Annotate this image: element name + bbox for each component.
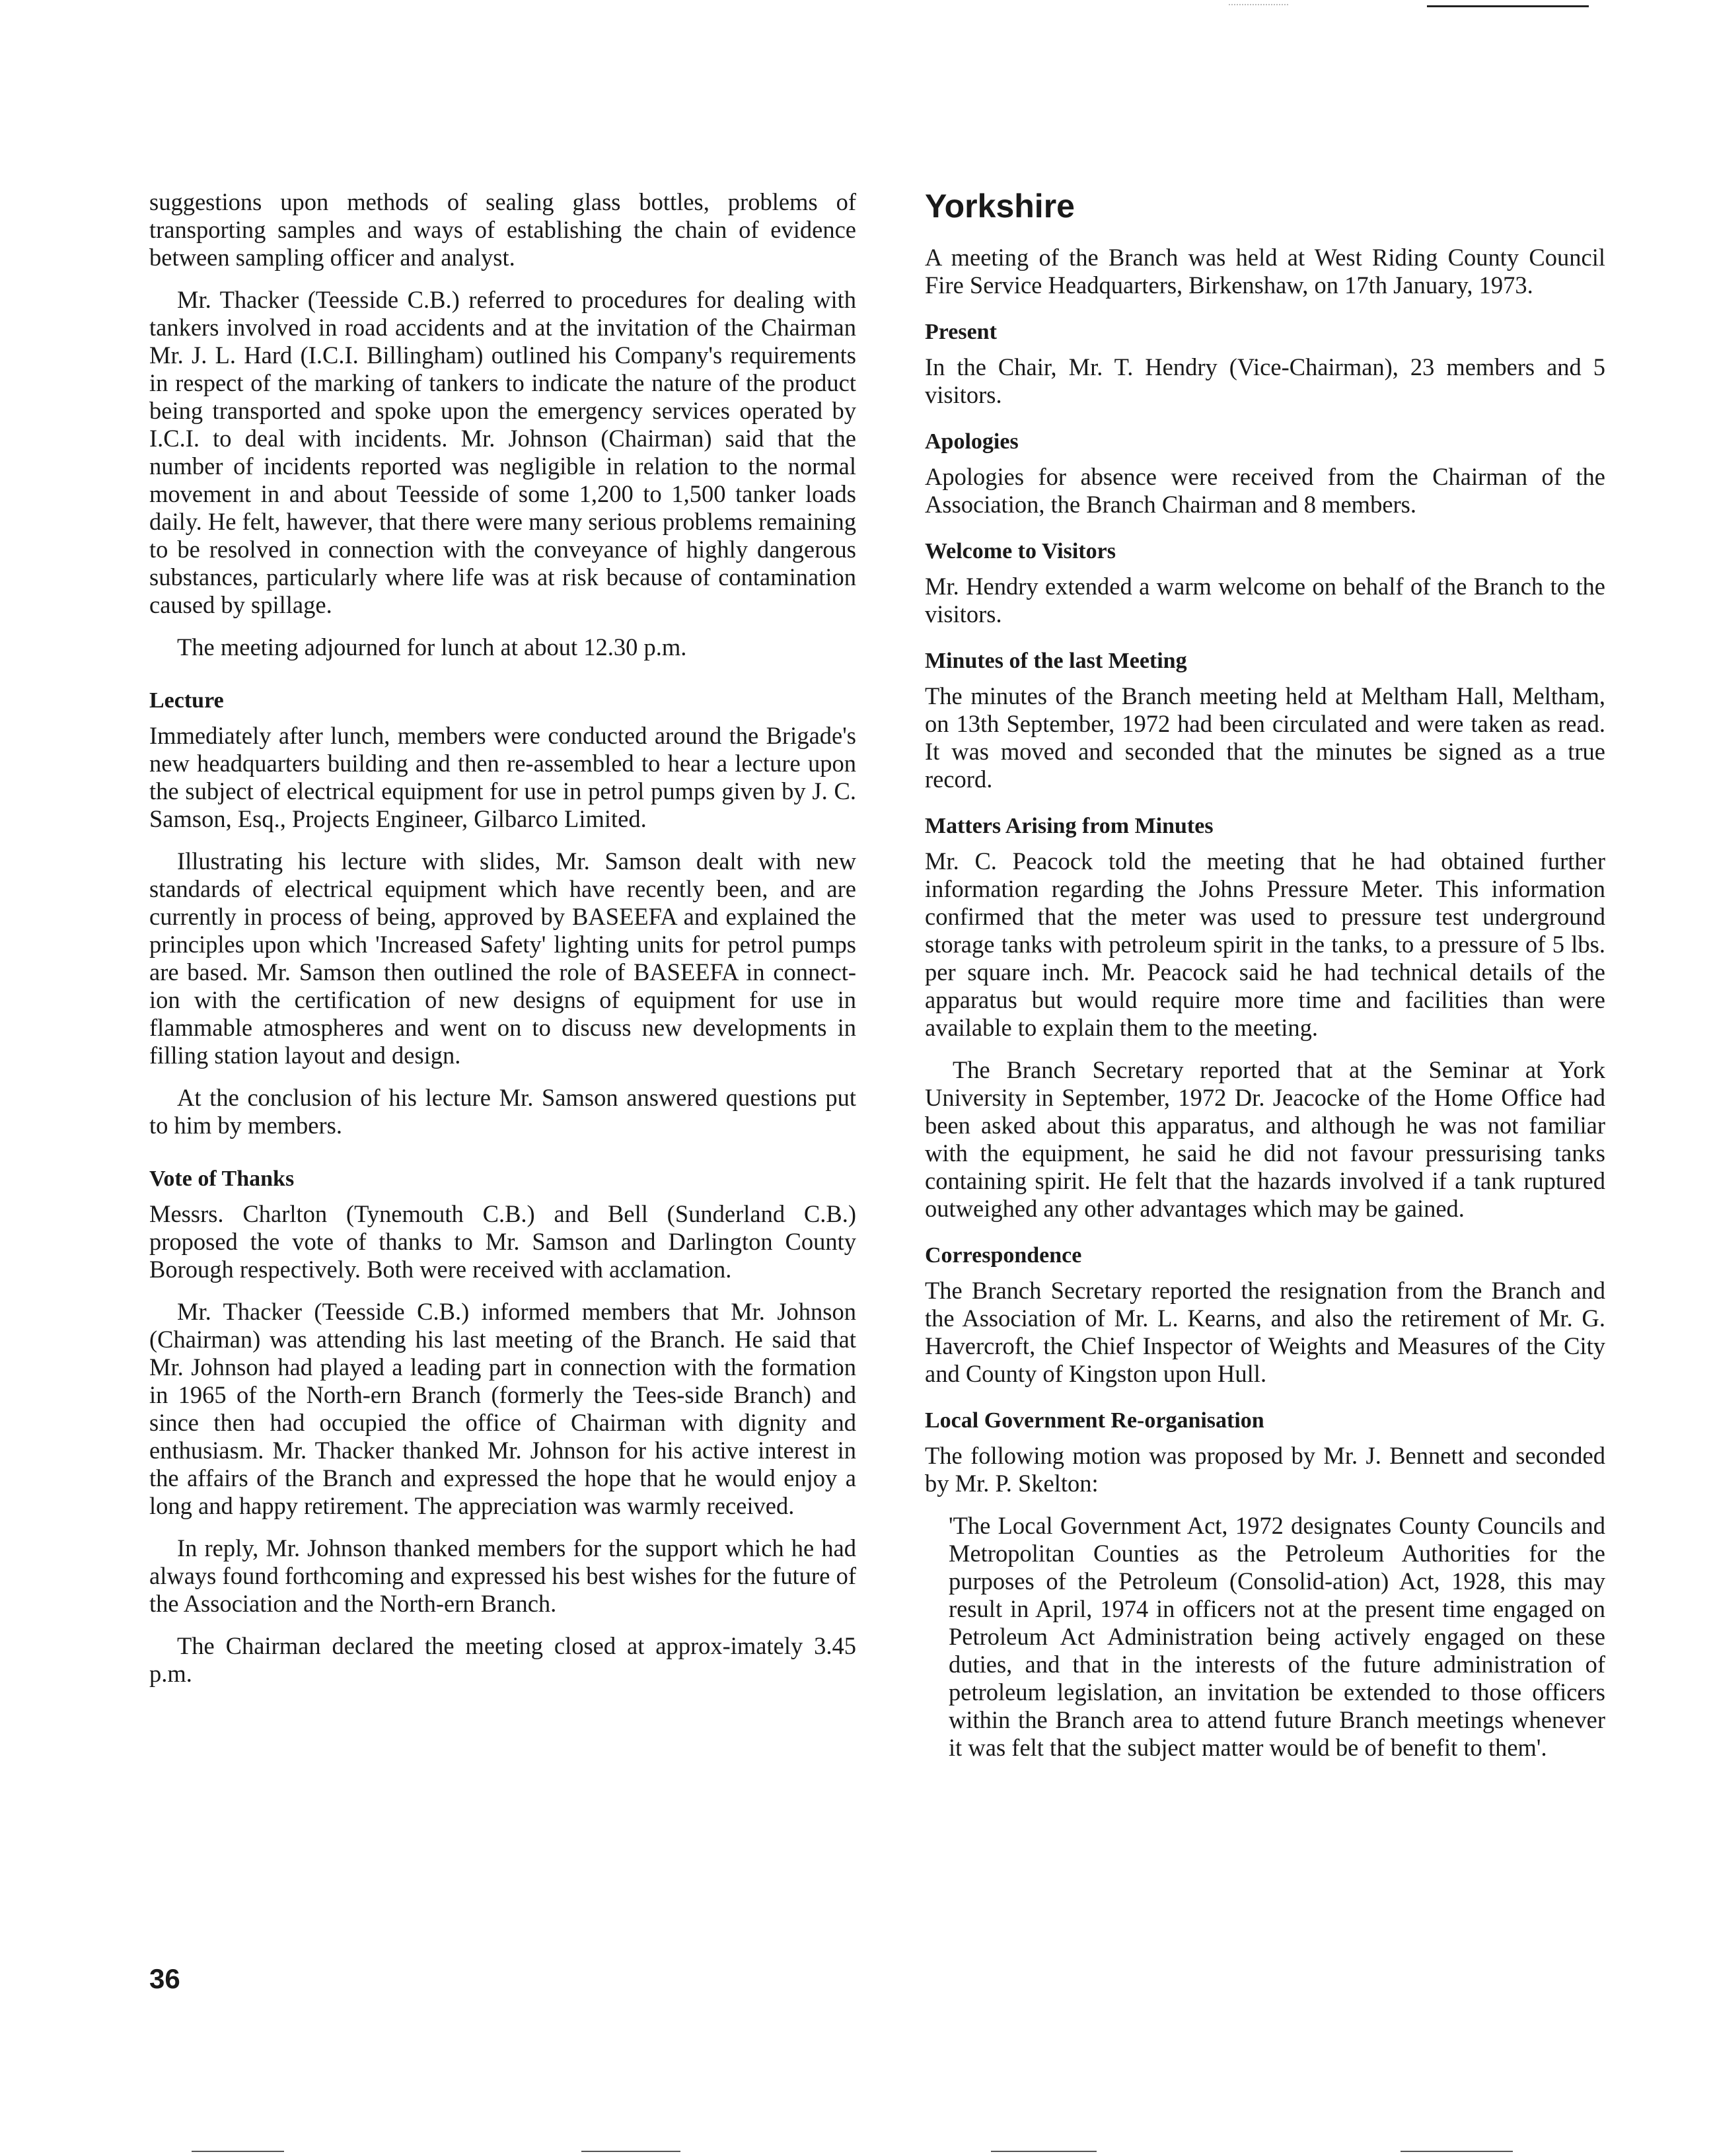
motion-intro-paragraph: The following motion was proposed by Mr. J. Bennett and seconded by Mr. P. Skelton:	[925, 1442, 1605, 1497]
yorkshire-intro-paragraph: A meeting of the Branch was held at West Riding County Council Fire Service Headquarters, Birkenshaw, on 17th January, 1973.	[925, 244, 1605, 299]
lecture-paragraph-3: At the conclusion of his lecture Mr. Samson answered questions put to him by members.	[149, 1084, 856, 1139]
bottom-rule-2	[581, 2151, 680, 2152]
lecture-heading: Lecture	[149, 688, 224, 713]
thanks-paragraph-2: Mr. Thacker (Teesside C.B.) informed members that Mr. Johnson (Chairman) was attending his last meeting of the Branch. He said that Mr. Johnson had played a leading part in connection with the formation in 1965 of the North-ern Branch (formerly the Tees-side Branch) and since then had occupied the office of Chairman with dignity and enthusiasm. Mr. Thacker thanked Mr. Johnson for his active interest in the affairs of the Branch and expressed the hope that he would enjoy a long and happy retirement. The appreciation was warmly received.	[149, 1298, 856, 1519]
matters-paragraph-2: The Branch Secretary reported that at the Seminar at York University in September, 1972 Dr. Jeacocke of the Home Office had been asked about this apparatus, and although he was not familiar with the equipment, he said he did not favour pressurising tanks containing spirit. He felt that the hazards involved if a tank ruptured outweighed any other advantages which may be gained.	[925, 1056, 1605, 1222]
local-government-heading: Local Government Re-organisation	[925, 1408, 1264, 1433]
left-intro-paragraph: suggestions upon methods of sealing glass bottles, problems of transporting samples and ways of establishing the chain of evidence between sampling officer and analyst.	[149, 188, 856, 271]
bottom-rule-3	[991, 2151, 1097, 2152]
motion-quote-paragraph: 'The Local Government Act, 1972 designates County Councils and Metropolitan Counties as the Petroleum Authorities for the purposes of the Petroleum (Consolid-ation) Act, 1928, this may result in April, 1974 in officers not at the present time engaged on Petroleum Act Administration being actively engaged on these duties, and that in the interests of the future administration of petroleum legislation, an invitation be extended to those officers within the Branch area to attend future Branch meetings whenever it was felt that the subject matter would be of benefit to them'.	[949, 1512, 1605, 1761]
matters-paragraph-1: Mr. C. Peacock told the meeting that he had obtained further information regarding the Johns Pressure Meter. This information confirmed that the meter was used to pressure test underground storage tanks with petroleum spirit in the tanks, to a pressure of 5 lbs. per square inch. Mr. Peacock said he had technical details of the apparatus but would require more time and facilities than were available to explain them to the meeting.	[925, 847, 1605, 1041]
welcome-paragraph: Mr. Hendry extended a warm welcome on behalf of the Branch to the visitors.	[925, 573, 1605, 628]
right-column	[925, 188, 1605, 1776]
section-title: Yorkshire	[925, 188, 1075, 225]
closing-paragraph: The Chairman declared the meeting closed at approx-imately 3.45 p.m.	[149, 1632, 856, 1687]
present-paragraph: In the Chair, Mr. T. Hendry (Vice-Chairman), 23 members and 5 visitors.	[925, 353, 1605, 408]
apologies-paragraph: Apologies for absence were received from the Chairman of the Association, the Branch Chairman and 8 members.	[925, 463, 1605, 518]
minutes-paragraph: The minutes of the Branch meeting held at Meltham Hall, Meltham, on 13th September, 1972 had been circulated and were taken as read. It was moved and seconded that the minutes be signed as a true record.	[925, 682, 1605, 793]
correspondence-heading: Correspondence	[925, 1243, 1082, 1268]
matters-arising-heading: Matters Arising from Minutes	[925, 814, 1214, 838]
bottom-rule-1	[192, 2151, 284, 2152]
lecture-paragraph-1: Immediately after lunch, members were conducted around the Brigade's new headquarters building and then re-assembled to hear a lecture upon the subject of electrical equipment for use in petrol pumps given by J. C. Samson, Esq., Projects Engineer, Gilbarco Limited.	[149, 722, 856, 832]
thacker-tankers-paragraph: Mr. Thacker (Teesside C.B.) referred to procedures for dealing with tankers involved in road accidents and at the invitation of the Chairman Mr. J. L. Hard (I.C.I. Billingham) outlined his Company's requirements in respect of the marking of tankers to indicate the nature of the product being transported and spoke upon the emergency services operated by I.C.I. to deal with incidents. Mr. Johnson (Chairman) said that the number of incidents reported was negligible in relation to the normal movement in and about Teesside of some 1,200 to 1,500 tanker loads daily. He felt, hawever, that there were many serious problems remaining to be resolved in connection with the conveyance of highly dangerous substances, particularly where life was at risk because of contamination caused by spillage.	[149, 286, 856, 618]
top-rule	[1427, 5, 1589, 7]
bottom-rule-4	[1401, 2151, 1513, 2152]
thanks-paragraph-1: Messrs. Charlton (Tynemouth C.B.) and Bell (Sunderland C.B.) proposed the vote of thanks to Mr. Samson and Darlington County Borough respectively. Both were received with acclamation.	[149, 1200, 856, 1283]
vote-of-thanks-heading: Vote of Thanks	[149, 1167, 295, 1191]
top-dotted-mark	[1229, 4, 1288, 7]
thanks-paragraph-3: In reply, Mr. Johnson thanked members for the support which he had always found forthcoming and expressed his best wishes for the future of the Association and the North-ern Branch.	[149, 1534, 856, 1617]
present-heading: Present	[925, 320, 997, 344]
adjourned-paragraph: The meeting adjourned for lunch at about 12.30 p.m.	[177, 633, 687, 661]
lecture-paragraph-2: Illustrating his lecture with slides, Mr. Samson dealt with new standards of electrical equipment which have recently been, and are currently in process of being, approved by BASEEFA and explained the principles upon which 'Increased Safety' lighting units for petrol pumps are based. Mr. Samson then outlined the role of BASEEFA in connect-ion with the certification of new designs of equipment for use in flammable atmospheres and went on to discuss new developments in filling station layout and design.	[149, 847, 856, 1069]
left-column	[149, 188, 856, 1702]
minutes-heading: Minutes of the last Meeting	[925, 649, 1187, 673]
correspondence-paragraph: The Branch Secretary reported the resignation from the Branch and the Association of Mr. L. Kearns, and also the retirement of Mr. G. Havercroft, the Chief Inspector of Weights and Measures of the City and County of Kingston upon Hull.	[925, 1277, 1605, 1387]
page-number: 36	[149, 1963, 180, 1994]
welcome-heading: Welcome to Visitors	[925, 539, 1116, 563]
apologies-heading: Apologies	[925, 429, 1019, 454]
